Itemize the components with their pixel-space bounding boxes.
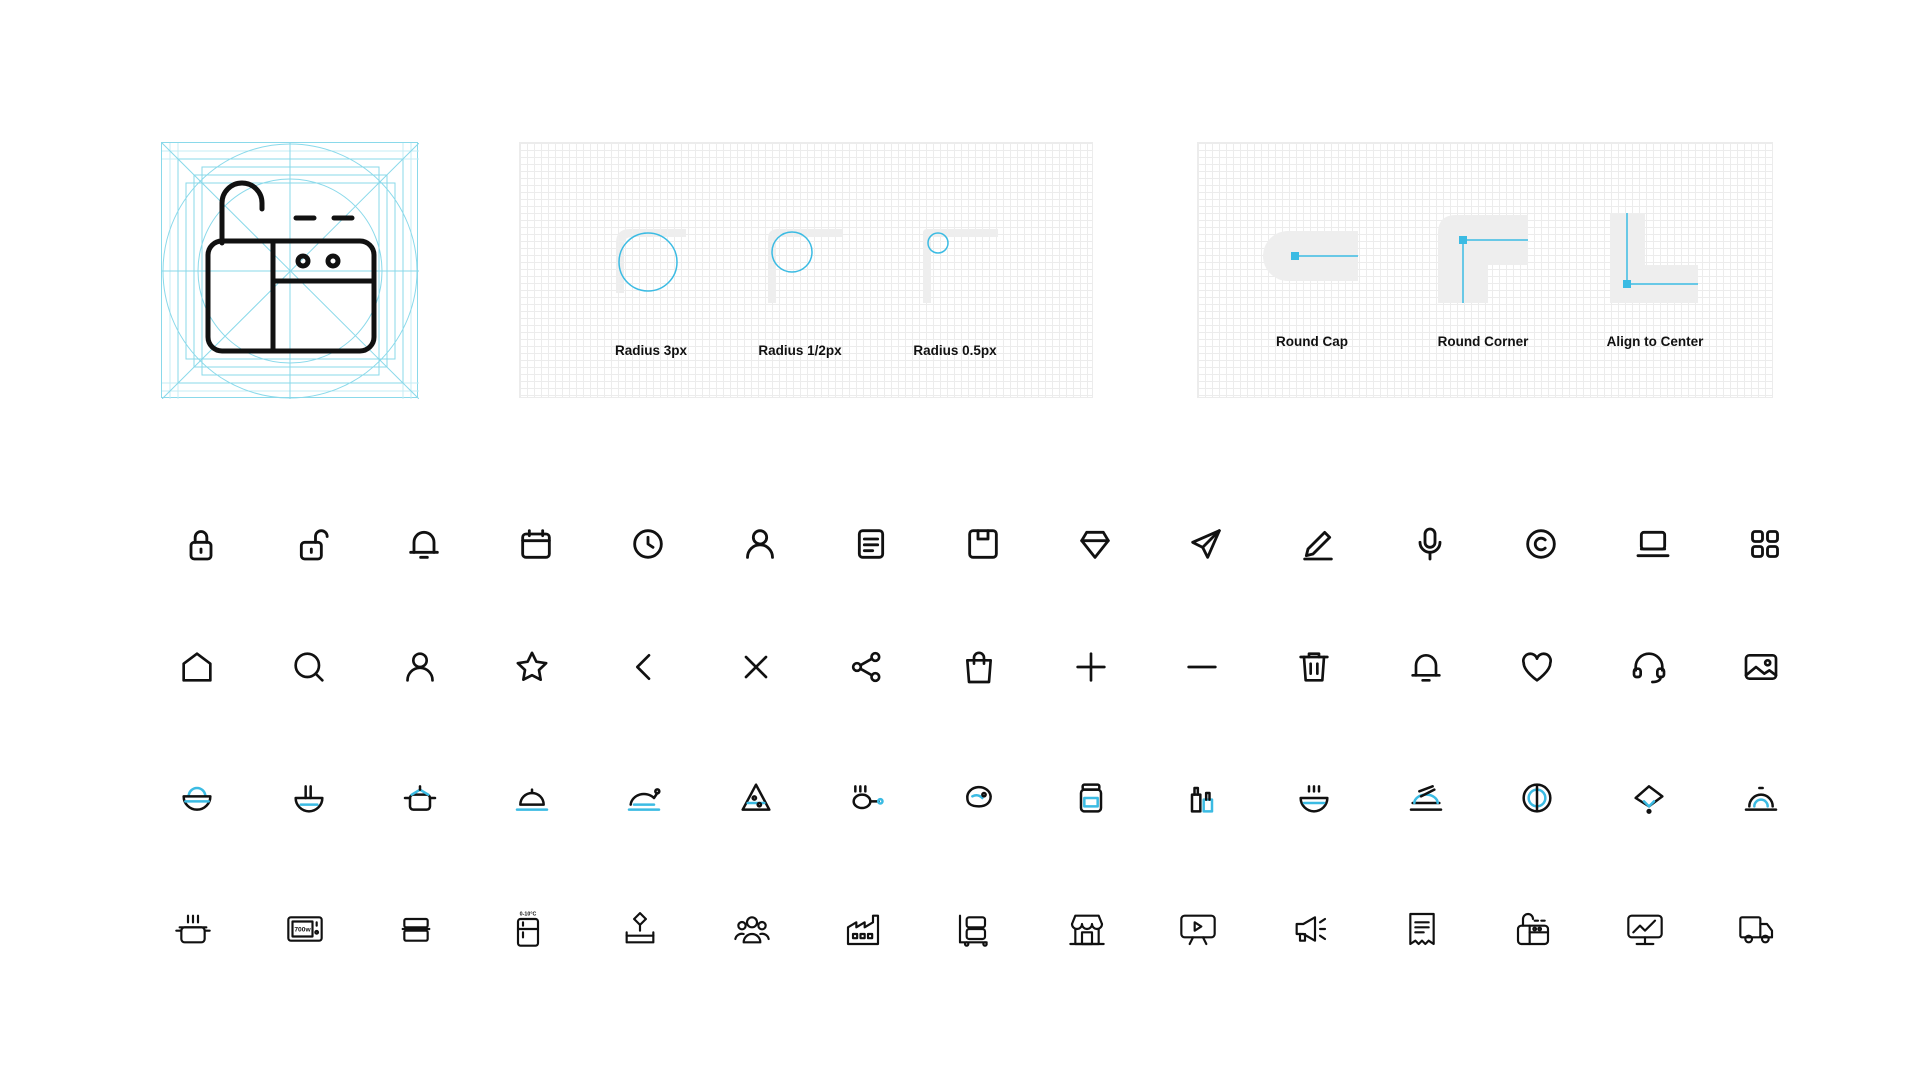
cooking-pot-icon — [400, 778, 430, 808]
cheese-icon — [1629, 778, 1659, 808]
home-icon — [177, 647, 207, 677]
radius-3px-sample — [616, 229, 686, 293]
round-corner-sample — [1438, 215, 1528, 303]
image-icon — [1741, 647, 1771, 677]
svg-text:700w: 700w — [294, 926, 311, 934]
receipt-icon — [1402, 909, 1440, 947]
send-icon — [1186, 524, 1208, 546]
kitchen-sink-stove-icon — [162, 143, 419, 399]
principle-label: Align to Center — [1606, 334, 1704, 349]
video-presentation-icon — [1178, 909, 1216, 947]
principle-label: Round Cap — [1276, 334, 1348, 349]
share-icon — [847, 647, 877, 677]
trash-icon — [1294, 647, 1324, 677]
stroke-principles-demos — [1198, 143, 1774, 399]
radius-label: Radius 3px — [614, 343, 688, 358]
svg-text:0-10°C: 0-10°C — [519, 911, 537, 918]
store-icon — [1067, 909, 1105, 947]
soup-bowl-icon — [1294, 778, 1324, 808]
microphone-icon — [1410, 524, 1432, 546]
grid-icon — [1745, 524, 1767, 546]
radius-half-sample — [768, 229, 842, 303]
chicken-leg-icon — [847, 778, 877, 808]
headset-icon — [1629, 647, 1659, 677]
user-icon — [400, 647, 430, 677]
radius-half-px-sample — [923, 229, 998, 303]
save-icon — [963, 524, 985, 546]
calendar-icon — [516, 524, 538, 546]
rice-bowl-icon — [177, 778, 207, 808]
steak-icon — [959, 778, 989, 808]
jam-jar-icon — [1071, 778, 1101, 808]
sous-vide-icon — [620, 909, 658, 947]
diamond-icon — [1075, 524, 1097, 546]
warehouse-cart-icon — [955, 909, 993, 947]
heart-icon — [1517, 647, 1547, 677]
plus-icon — [1071, 647, 1101, 677]
radius-label: Radius 1/2px — [758, 343, 842, 358]
roast-chicken-icon — [624, 778, 654, 808]
user-icon — [740, 524, 762, 546]
food-container-icon — [396, 909, 434, 947]
close-icon — [736, 647, 766, 677]
document-icon — [851, 524, 873, 546]
align-center-sample — [1610, 213, 1698, 303]
shopping-bag-icon — [959, 647, 989, 677]
delivery-truck-icon — [1737, 909, 1775, 947]
notification-icon — [1406, 647, 1436, 677]
monitor-chart-icon — [1625, 909, 1663, 947]
stroke-principles-panel — [1197, 142, 1773, 398]
round-cap-sample — [1263, 231, 1358, 281]
laptop-icon — [1633, 524, 1655, 546]
copyright-icon — [1521, 524, 1543, 546]
condiment-bottles-icon — [1182, 778, 1212, 808]
principle-label: Round Corner — [1437, 334, 1529, 349]
steaming-pot-icon — [173, 909, 211, 947]
pizza-slice-icon — [736, 778, 766, 808]
dessert-icon — [1741, 778, 1771, 808]
kitchen-icon — [1513, 909, 1551, 947]
lock-icon — [181, 524, 203, 546]
keyline-grid-panel — [161, 142, 418, 398]
bell-icon — [404, 524, 426, 546]
corner-radius-demos — [520, 143, 1094, 399]
plate-icon — [1517, 778, 1547, 808]
megaphone-icon — [1290, 909, 1328, 947]
unlock-icon — [293, 524, 315, 546]
team-icon — [732, 909, 770, 947]
clock-icon — [628, 524, 650, 546]
noodle-bowl-icon — [289, 778, 319, 808]
refrigerator-icon — [508, 909, 546, 947]
serving-cloche-icon — [512, 778, 542, 808]
radius-label: Radius 0.5px — [913, 343, 997, 358]
minus-icon — [1182, 647, 1212, 677]
star-icon — [512, 647, 542, 677]
corner-radius-panel — [519, 142, 1093, 398]
search-icon — [289, 647, 319, 677]
edit-icon — [1298, 524, 1320, 546]
microwave-icon — [285, 909, 323, 947]
factory-icon — [843, 909, 881, 947]
back-icon — [624, 647, 654, 677]
fried-dish-icon — [1406, 778, 1436, 808]
